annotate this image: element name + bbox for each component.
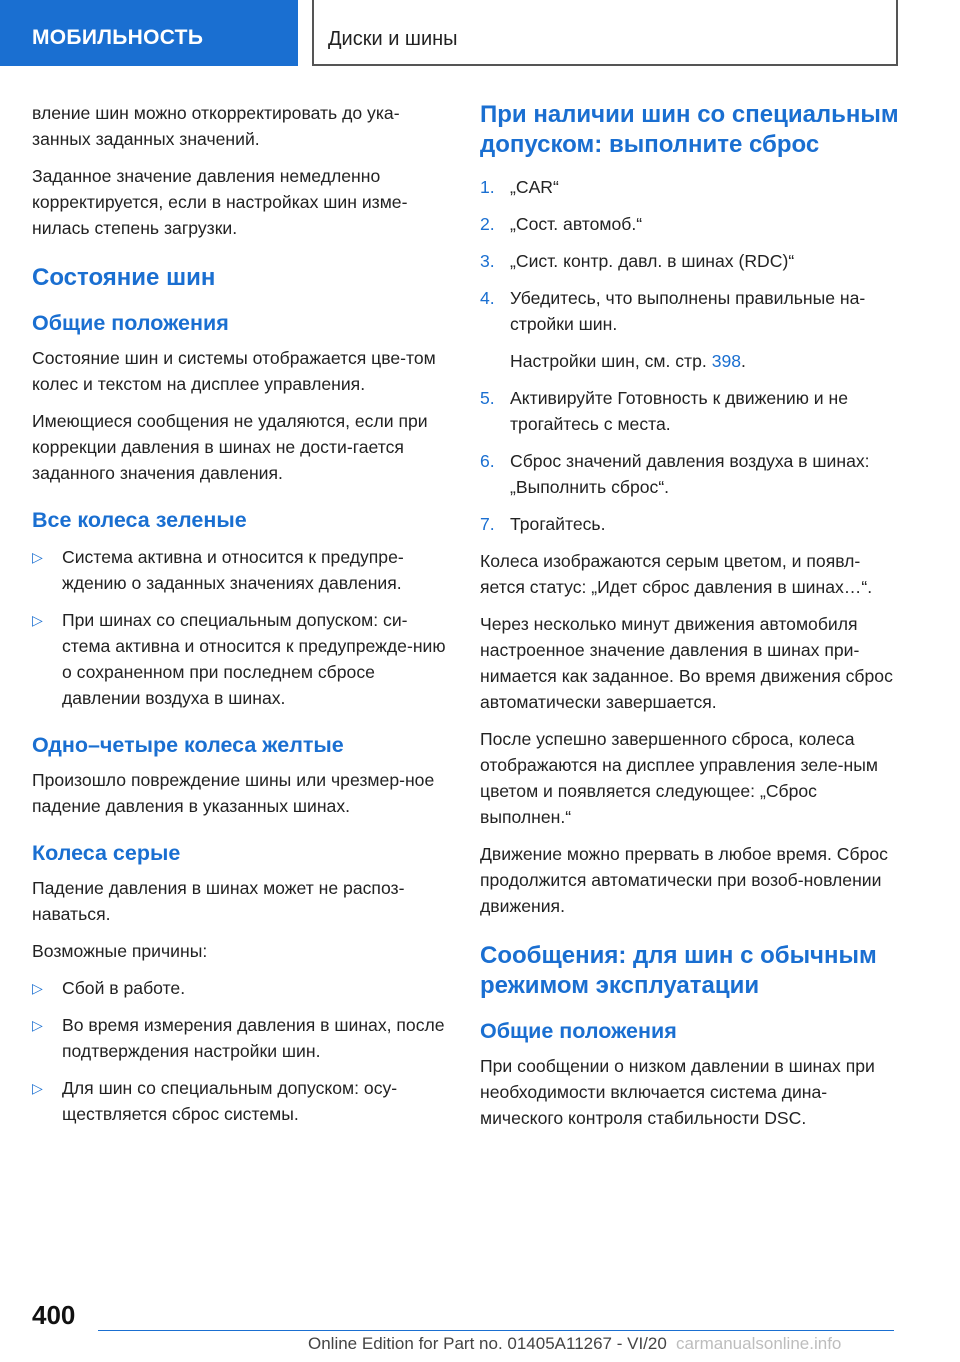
triangle-bullet-icon: ▷ [32, 612, 43, 628]
heading-all-green: Все колеса зеленые [32, 508, 247, 532]
left-column [32, 100, 452, 1138]
heading-gray: Колеса серые [32, 841, 181, 865]
edition-text: Online Edition for Part no. 01405A11267 - VI/20 [308, 1334, 667, 1353]
heading-messages: Сообщения: для шин с обычным режимом эксплуатации [480, 942, 877, 999]
step-item: 1. „CAR“ [480, 177, 559, 197]
list-item: ▷ При шинах со специальным допуском: си-стема активна и относится к предупрежде-нию о сохраненном при последнем сбросе давлении воздуха в шинах. [32, 607, 452, 711]
right-column [480, 100, 900, 1142]
paragraph: вление шин можно откорректировать до ука-занных заданных значений. [32, 103, 400, 149]
paragraph: Падение давления в шинах может не распоз-наваться. [32, 878, 405, 924]
paragraph: Заданное значение давления немедленно корректируется, если в настройках шин изме-нилась степень загрузки. [32, 166, 408, 238]
heading-reset: При наличии шин со специальным допуском: выполните сброс [480, 101, 899, 158]
step-note: Настройки шин, см. стр. 398. [510, 351, 746, 371]
paragraph: Через несколько минут движения автомобиля настроенное значение давления в шинах при-нимается как заданное. Во время движения сброс автоматически завершается. [480, 614, 893, 712]
chapter-title: Диски и шины [328, 28, 458, 50]
paragraph: Произошло повреждение шины или чрезмер-ное падение давления в указанных шинах. [32, 770, 435, 816]
list-item: ▷ Сбой в работе. [32, 975, 452, 1001]
step-item: 2. „Сост. автомоб.“ [480, 214, 643, 234]
step-item: 3. „Сист. контр. давл. в шинах (RDC)“ [480, 251, 795, 271]
paragraph: Состояние шин и системы отображается цве-том колес и текстом на дисплее управления. [32, 348, 436, 394]
paragraph: Имеющиеся сообщения не удаляются, если при коррекции давления в шинах не дости-гается заданного значения давления. [32, 411, 428, 483]
watermark: carmanualsonline.info [676, 1334, 842, 1353]
paragraph: При сообщении о низком давлении в шинах при необходимости включается система дина-мического контроля стабильности DSC. [480, 1056, 875, 1128]
step-item: 4. Убедитесь, что выполнены правильные на-стройки шин. [480, 288, 866, 334]
paragraph: После успешно завершенного сброса, колеса отображаются на дисплее управления зеле-ным цветом и появляется следующее: „Сброс выполнен.“ [480, 729, 878, 827]
triangle-bullet-icon: ▷ [32, 1080, 43, 1096]
paragraph: Возможные причины: [32, 941, 208, 961]
section-tab[interactable] [0, 0, 298, 66]
triangle-bullet-icon: ▷ [32, 549, 43, 565]
footer-divider [98, 1330, 894, 1331]
page-number: 400 [32, 1300, 76, 1330]
page-link[interactable]: 398 [711, 351, 742, 371]
list-item: ▷ Система активна и относится к предупре-ждению о заданных значениях давления. [32, 544, 452, 596]
heading-yellow: Одно–четыре колеса желтые [32, 733, 344, 757]
chapter-header [312, 0, 898, 66]
step-item: 6. Сброс значений давления воздуха в шинах: „Выполнить сброс“. [480, 451, 870, 497]
heading-general: Общие положения [480, 1019, 677, 1043]
paragraph: Движение можно прервать в любое время. Сброс продолжится автоматически при возоб-новлении движения. [480, 844, 888, 916]
triangle-bullet-icon: ▷ [32, 1017, 43, 1033]
paragraph: Колеса изображаются серым цветом, и появл-яется статус: „Идет сброс давления в шинах…“. [480, 551, 873, 597]
step-item: 7. Трогайтесь. [480, 514, 606, 534]
triangle-bullet-icon: ▷ [32, 980, 43, 996]
list-item: ▷ Для шин со специальным допуском: осу-ществляется сброс системы. [32, 1075, 452, 1127]
section-tab-label: МОБИЛЬНОСТЬ [32, 26, 204, 49]
heading-general: Общие положения [32, 311, 229, 335]
heading-tire-state: Состояние шин [32, 264, 216, 291]
list-item: ▷ Во время измерения давления в шинах, после подтверждения настройки шин. [32, 1012, 452, 1064]
step-item: 5. Активируйте Готовность к движению и не трогайтесь с места. [480, 388, 849, 434]
